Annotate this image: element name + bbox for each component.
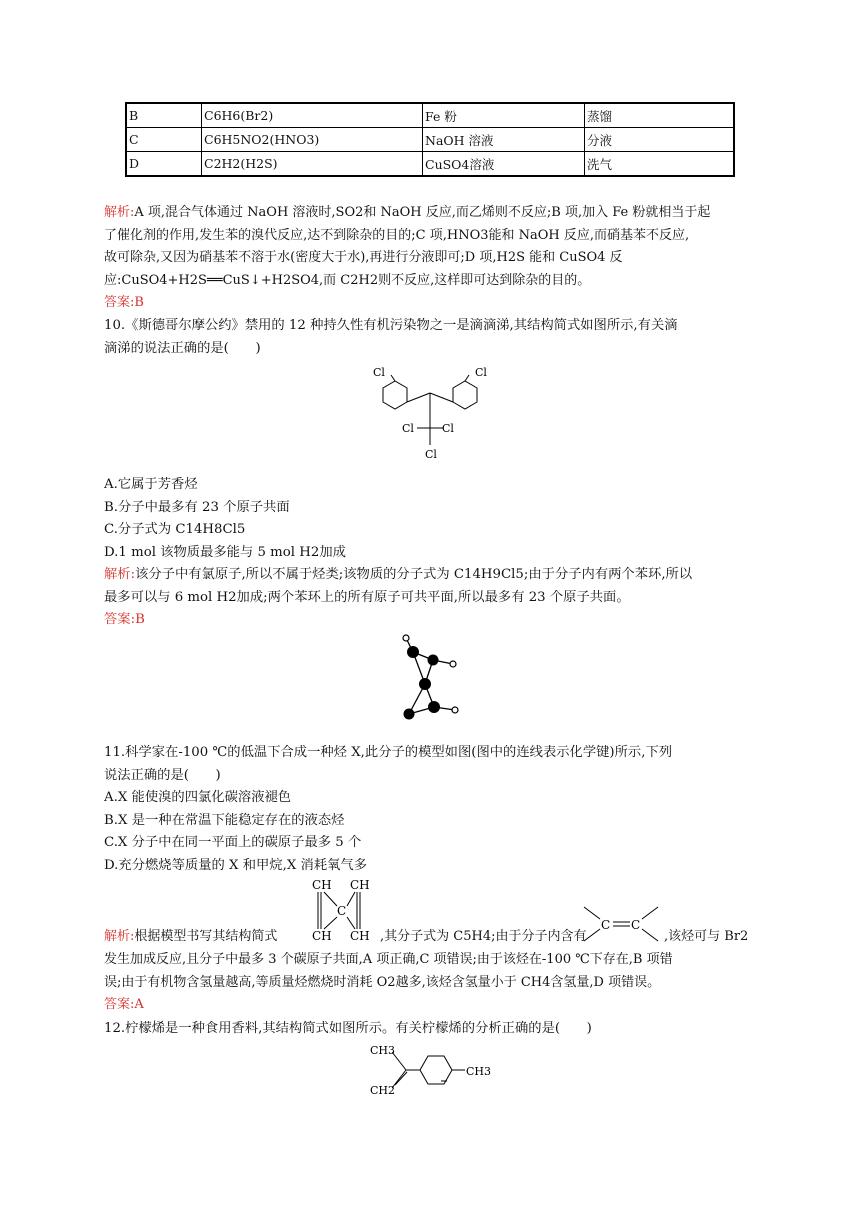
analysis-line: 发生加成反应,且分子中最多 3 个碳原子共面,A 项正确,C 项错误;由于该烃在-100 ℃下存在,B 项错 [104, 952, 673, 967]
answer-label: 答案:A [104, 997, 144, 1012]
row-letter-cell: C [126, 128, 202, 152]
struct-ch-bl: CH [312, 929, 332, 943]
option-c: C.分子式为 C14H8Cl5 [104, 522, 246, 537]
ch3-top: CH3 [370, 1044, 396, 1057]
q11-analysis [104, 949, 764, 1017]
alkene-c2: C [631, 918, 641, 932]
table-row [126, 103, 734, 128]
reagent-cell: Fe 粉 [423, 103, 585, 128]
answer-label: 答案:B [104, 295, 144, 310]
table-row [126, 152, 734, 177]
analysis-line: 了催化剂的作用,发生苯的溴代反应,达不到除杂的目的;C 项,HNO3能和 NaOH 反应,而硝基苯不反应, [104, 227, 690, 243]
analysis-label: 解析: [104, 205, 135, 220]
analysis-line: 该分子中有氯原子,所以不属于烃类;该物质的分子式为 C14H9Cl5;由于分子内有两个苯环,所以 [135, 567, 693, 582]
ch2-bottom: CH2 [370, 1084, 396, 1097]
struct-ch-br: CH [350, 929, 370, 943]
reagent-cell: NaOH 溶液 [423, 128, 585, 152]
q11-stem [104, 742, 764, 877]
question-line: 11.科学家在-100 ℃的低温下合成一种烃 X,此分子的模型如图(图中的连线表示化学键)所示,下列 [104, 745, 673, 760]
option-d: D.充分燃烧等质量的 X 和甲烷,X 消耗氧气多 [104, 857, 368, 873]
mixture-cell: C2H2(H2S) [202, 152, 423, 177]
analysis-text: 根据模型书写其结构简式 [134, 929, 278, 944]
question-line: 滴涕的说法正确的是( ) [104, 340, 261, 356]
ddt-structure [365, 365, 505, 465]
analysis-line: 应:CuSO4+H2S══CuS↓+H2SO4,而 C2H2则不反应,这样即可达到除杂的目的。 [104, 272, 591, 288]
analysis-line: 故可除杂,又因为硝基苯不溶于水(密度大于水),再进行分液即可;D 项,H2S 能和 CuSO4 反 [104, 250, 623, 265]
ddt-cl-bottom: Cl [425, 448, 437, 461]
q9-analysis [104, 202, 764, 315]
ddt-cl-right: Cl [475, 366, 487, 379]
option-b: B.X 是一种在常温下能稳定存在的液态烃 [104, 812, 345, 828]
analysis-line: 误;由于有机物含氢量越高,等质量烃燃烧时消耗 O2越多,该烃含氢量小于 CH4含氢量,D 项错误。 [104, 974, 661, 990]
method-cell: 洗气 [585, 152, 735, 177]
ch3-right: CH3 [466, 1065, 492, 1078]
method-cell: 蒸馏 [585, 103, 735, 128]
table-row [126, 128, 734, 152]
ddt-cl-c-right: Cl [442, 422, 454, 435]
struct-ch-tr: CH [350, 878, 370, 892]
q10-options [104, 474, 764, 632]
alkene-c1: C [601, 918, 611, 932]
question-line: 10.《斯德哥尔摩公约》禁用的 12 种持久性有机污染物之一是滴滴涕,其结构简式如图所示,有关滴 [104, 318, 678, 333]
ddt-cl-c-left: Cl [402, 422, 414, 435]
row-letter-cell: B [126, 103, 202, 128]
option-c: C.X 分子中在同一平面上的碳原子最多 5 个 [104, 835, 362, 850]
analysis-label: 解析: [104, 567, 136, 582]
x-molecule-model [395, 628, 465, 723]
q10-stem [104, 315, 764, 360]
mixture-cell: C6H5NO2(HNO3) [202, 128, 423, 152]
separation-table [125, 102, 735, 177]
struct-ch-tl: CH [312, 878, 332, 892]
analysis-label: 解析: [104, 929, 135, 944]
q11-analysis-end [664, 926, 764, 949]
reagent-cell: CuSO4溶液 [423, 152, 585, 177]
struct-c-mid: C [337, 904, 347, 918]
limonene-structure [368, 1040, 498, 1100]
alkene-group [580, 903, 662, 947]
option-b: B.分子中最多有 23 个原子共面 [104, 499, 290, 515]
mixture-cell: C6H6(Br2) [202, 103, 423, 128]
answer-label: 答案:B [104, 612, 145, 627]
analysis-line: 最多可以与 6 mol H2加成;两个苯环上的所有原子可共平面,所以最多有 23 个原子共面。 [104, 589, 630, 605]
option-d: D.1 mol 该物质最多能与 5 mol H2加成 [104, 544, 346, 560]
analysis-text: ,该烃可与 Br2 [664, 929, 749, 944]
x-structure-formula [310, 876, 378, 946]
question-line: 说法正确的是( ) [104, 767, 221, 783]
option-a: A.X 能使溴的四氯化碳溶液褪色 [104, 790, 292, 805]
q11-analysis-mid [380, 926, 600, 949]
question-line: 12.柠檬烯是一种食用香料,其结构简式如图所示。有关柠檬烯的分析正确的是( ) [104, 1021, 592, 1036]
analysis-line: A 项,混合气体通过 NaOH 溶液时,SO2和 NaOH 反应,而乙烯则不反应;B 项,加入 Fe 粉就相当于起 [134, 205, 711, 220]
ddt-cl-left: Cl [373, 366, 385, 379]
analysis-text: ,其分子式为 C5H4;由于分子内含有 [380, 929, 587, 944]
row-letter-cell: D [126, 152, 202, 177]
q12-stem [104, 1018, 764, 1041]
option-a: A.它属于芳香烃 [104, 477, 198, 492]
method-cell: 分液 [585, 128, 735, 152]
